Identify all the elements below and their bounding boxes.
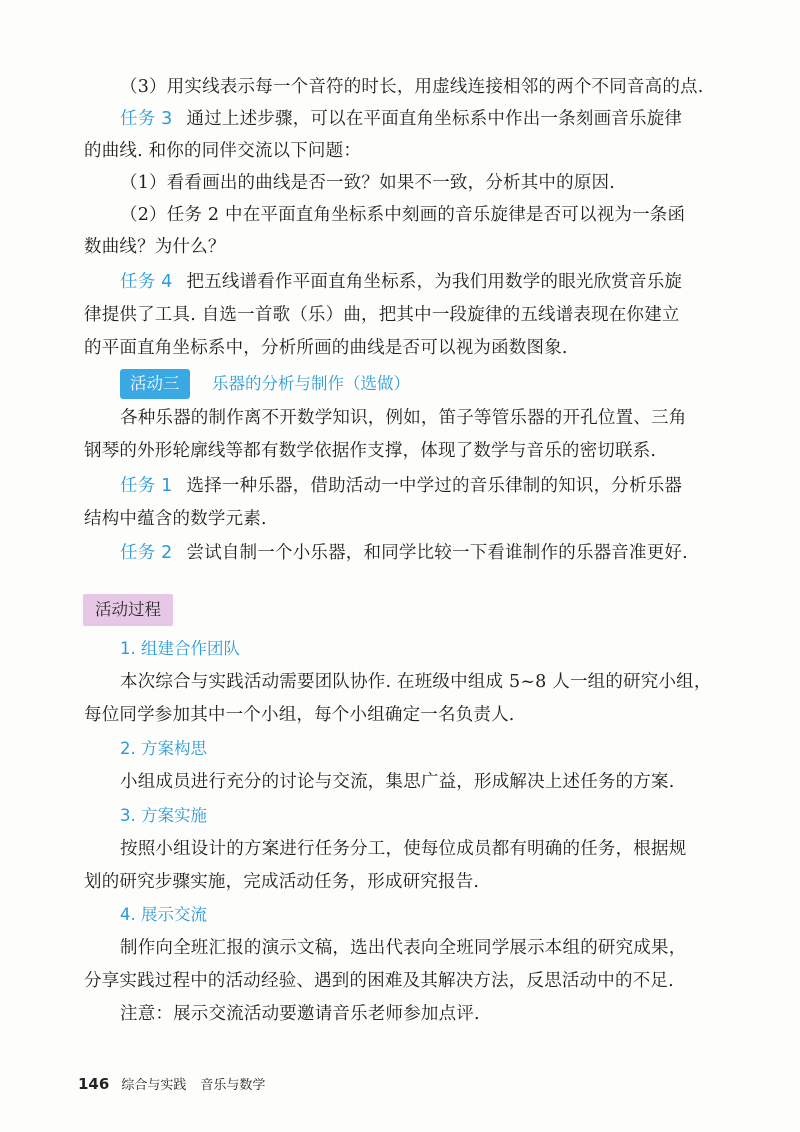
task3-text: 通过上述步骤，可以在平面直角坐标系中作出一条刻画音乐旋律 <box>186 109 683 129</box>
step3-line2: 划的研究步骤实施，完成活动任务，形成研究报告. <box>84 872 480 892</box>
task4-line2: 律提供了工具. 自选一首歌（乐）曲，把其中一段旋律的五线谱表现在你建立 <box>84 305 680 325</box>
task3-line2: 的曲线. 和你的同伴交流以下问题： <box>84 141 362 161</box>
activity3-task1-text: 选择一种乐器，借助活动一中学过的音乐律制的知识，分析乐器 <box>186 476 683 496</box>
activity3-intro-line2: 钢琴的外形轮廓线等都有数学依据作支撑，体现了数学与音乐的密切联系. <box>84 441 657 461</box>
task3-question2b: 数曲线？为什么？ <box>84 237 226 257</box>
step4-heading: 4. 展示交流 <box>120 905 207 924</box>
page-number: 146 <box>78 1075 110 1093</box>
step2-heading: 2. 方案构思 <box>120 739 207 758</box>
activity3-task1-line1 <box>120 474 682 498</box>
step1-line1: 本次综合与实践活动需要团队协作. 在班级中组成 5~8 人一组的研究小组， <box>120 672 712 692</box>
step1-line2: 每位同学参加其中一个小组，每个小组确定一名负责人. <box>84 705 515 725</box>
task3-question1: （1）看看画出的曲线是否一致？如果不一致，分析其中的原因. <box>120 173 615 193</box>
task4-line3: 的平面直角坐标系中，分析所画的曲线是否可以视为函数图象. <box>84 338 568 358</box>
activity3-task1-label: 任务 1 <box>120 476 173 496</box>
step3-heading: 3. 方案实施 <box>120 806 207 825</box>
activity3-task1-line2: 结构中蕴含的数学元素. <box>84 509 267 529</box>
step4-line2: 分享实践过程中的活动经验、遇到的困难及其解决方法，反思活动中的不足. <box>84 971 674 991</box>
step4-line1: 制作向全班汇报的演示文稿，选出代表向全班同学展示本组的研究成果， <box>120 938 687 958</box>
note-line: 注意：展示交流活动要邀请音乐老师参加点评. <box>120 1004 480 1024</box>
step3-line1: 按照小组设计的方案进行任务分工，使每位成员都有明确的任务，根据规 <box>120 839 687 859</box>
task3-label: 任务 3 <box>120 109 173 129</box>
activity-process-badge: 活动过程 <box>83 594 173 626</box>
step-3-line: （3）用实线表示每一个音符的时长，用虚线连接相邻的两个不同音高的点. <box>120 77 704 97</box>
task4-text: 把五线谱看作平面直角坐标系，为我们用数学的眼光欣赏音乐旋 <box>186 272 683 292</box>
task4-first-line <box>120 270 682 294</box>
activity3-task2-line <box>120 541 688 565</box>
activity3-badge: 活动三 <box>120 369 190 399</box>
footer-section: 综合与实践 <box>121 1078 187 1093</box>
activity3-intro-line1: 各种乐器的制作离不开数学知识，例如，笛子等管乐器的开孔位置、三角 <box>120 408 687 428</box>
page-footer <box>78 1074 265 1093</box>
activity3-task2-text: 尝试自制一个小乐器，和同学比较一下看谁制作的乐器音准更好. <box>186 543 688 563</box>
activity3-task2-label: 任务 2 <box>120 543 173 563</box>
task4-label: 任务 4 <box>120 272 173 292</box>
step1-heading: 1. 组建合作团队 <box>120 639 240 658</box>
footer-topic: 音乐与数学 <box>200 1078 266 1093</box>
task3-question2a: （2）任务 2 中在平面直角坐标系中刻画的音乐旋律是否可以视为一条函 <box>120 205 686 225</box>
activity3-title: 乐器的分析与制作（选做） <box>212 374 410 393</box>
task3-first-line <box>120 107 682 131</box>
step2-line1: 小组成员进行充分的讨论与交流，集思广益，形成解决上述任务的方案. <box>120 772 675 792</box>
